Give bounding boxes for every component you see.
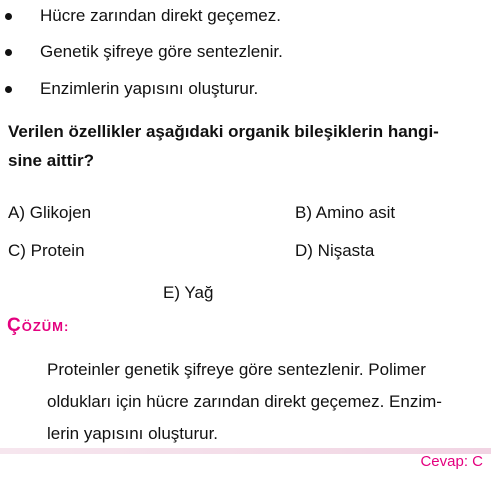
option-a: A) Glikojen: [8, 203, 92, 222]
option-b: B) Amino asit: [295, 203, 396, 222]
solution-line-2: oldukları için hücre zarından direkt geçemez. Enzim-: [47, 392, 442, 411]
solution-text: [47, 354, 483, 450]
answer-badge: Cevap: C: [420, 453, 483, 470]
bullet-text-2: Genetik şifreye göre sentezlenir.: [40, 42, 283, 61]
bullet-dot: [5, 86, 12, 93]
solution-label-rest: ÖZÜM:: [21, 319, 70, 334]
question-line-1: Verilen özellikler aşağıdaki organik bileşiklerin hangi-: [8, 122, 439, 141]
option-e: E) Yağ: [163, 283, 214, 302]
bullet-text-3: Enzimlerin yapısını oluşturur.: [40, 79, 259, 98]
question-text: [8, 117, 478, 175]
bottom-divider: [0, 448, 491, 454]
solution-line-1: Proteinler genetik şifreye göre sentezlenir. Polimer: [47, 360, 426, 379]
solution-label: [7, 315, 69, 337]
bullet-text-1: Hücre zarından direkt geçemez.: [40, 6, 281, 25]
solution-line-3: lerin yapısını oluşturur.: [47, 424, 219, 443]
option-c: C) Protein: [8, 241, 85, 260]
option-d: D) Nişasta: [295, 241, 375, 260]
solution-label-first: Ç: [7, 315, 22, 336]
bullet-dot: [5, 13, 12, 20]
question-line-2: sine aittir?: [8, 151, 94, 170]
bullet-dot: [5, 49, 12, 56]
